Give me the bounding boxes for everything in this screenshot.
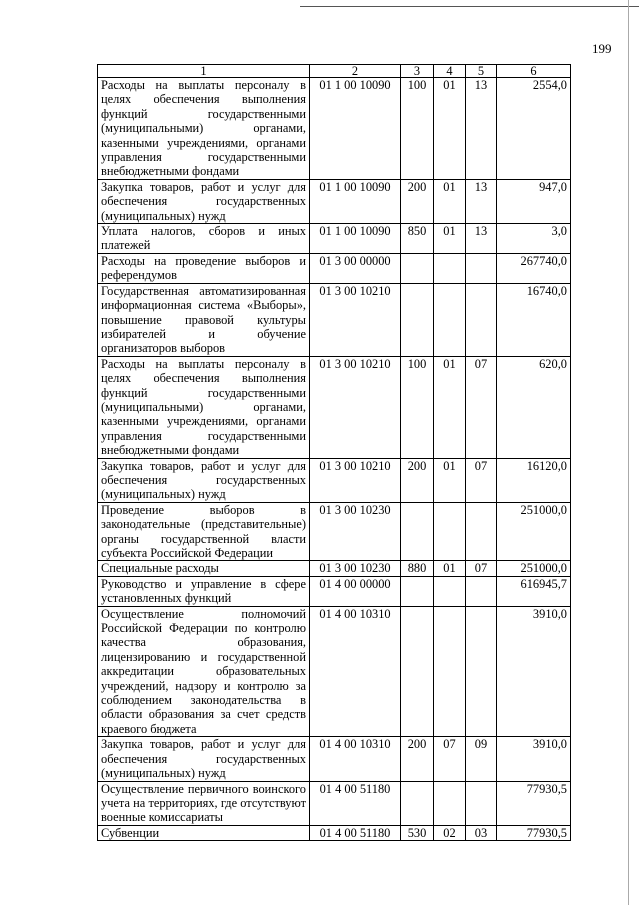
amount-value: 251000,0 (497, 502, 571, 561)
table-row (98, 253, 571, 283)
column-header: 5 (466, 65, 497, 78)
subsection-code (466, 253, 497, 283)
subsection-code: 07 (466, 561, 497, 576)
item-name: Уплата налогов, сборов и иных платежей (98, 224, 310, 254)
table-row (98, 283, 571, 356)
target-article-code: 01 3 00 10210 (310, 283, 401, 356)
section-code (434, 253, 466, 283)
item-name: Осуществление первичного воинского учета на территориях, где отсутствуют военные комиссариаты (98, 781, 310, 825)
target-article-code: 01 4 00 51180 (310, 825, 401, 840)
column-header: 1 (98, 65, 310, 78)
item-name: Расходы на проведение выборов и референдумов (98, 253, 310, 283)
target-article-code: 01 3 00 10230 (310, 502, 401, 561)
section-code: 01 (434, 78, 466, 180)
item-name: Субвенции (98, 825, 310, 840)
section-code (434, 781, 466, 825)
target-article-code: 01 3 00 00000 (310, 253, 401, 283)
table-row (98, 781, 571, 825)
amount-value: 16740,0 (497, 283, 571, 356)
section-code: 02 (434, 825, 466, 840)
expense-type-code (401, 781, 434, 825)
table-row (98, 606, 571, 737)
target-article-code: 01 1 00 10090 (310, 179, 401, 223)
subsection-code (466, 283, 497, 356)
top-scan-line (300, 6, 639, 7)
column-header: 3 (401, 65, 434, 78)
expense-type-code (401, 606, 434, 737)
table-row (98, 737, 571, 781)
budget-table (97, 64, 571, 841)
item-name: Проведение выборов в законодательные (представительные) органы государственной власти субъекта Российской Федерации (98, 502, 310, 561)
amount-value: 16120,0 (497, 458, 571, 502)
target-article-code: 01 3 00 10230 (310, 561, 401, 576)
section-code: 07 (434, 737, 466, 781)
target-article-code: 01 4 00 00000 (310, 576, 401, 606)
header-row (98, 65, 571, 78)
target-article-code: 01 4 00 10310 (310, 737, 401, 781)
table-row (98, 502, 571, 561)
expense-type-code: 200 (401, 737, 434, 781)
table-row (98, 458, 571, 502)
item-name: Руководство и управление в сфере установленных функций (98, 576, 310, 606)
section-code: 01 (434, 224, 466, 254)
amount-value: 3910,0 (497, 606, 571, 737)
subsection-code: 13 (466, 179, 497, 223)
section-code (434, 606, 466, 737)
amount-value: 3910,0 (497, 737, 571, 781)
item-name: Расходы на выплаты персоналу в целях обеспечения выполнения функций государственными (муниципальными) органами, казенными учреждениями, органами управления государственными внебюджетными фондами (98, 78, 310, 180)
subsection-code (466, 576, 497, 606)
section-code: 01 (434, 356, 466, 458)
target-article-code: 01 4 00 10310 (310, 606, 401, 737)
section-code (434, 502, 466, 561)
table-row (98, 576, 571, 606)
column-header: 6 (497, 65, 571, 78)
expense-type-code (401, 576, 434, 606)
budget-table-body (98, 65, 571, 841)
expense-type-code (401, 283, 434, 356)
expense-type-code: 530 (401, 825, 434, 840)
subsection-code: 13 (466, 78, 497, 180)
subsection-code (466, 781, 497, 825)
target-article-code: 01 3 00 10210 (310, 356, 401, 458)
target-article-code: 01 1 00 10090 (310, 224, 401, 254)
amount-value: 77930,5 (497, 825, 571, 840)
item-name: Расходы на выплаты персоналу в целях обеспечения выполнения функций государственными (муниципальными) органами, казенными учреждениями, органами управления государственными внебюджетными фондами (98, 356, 310, 458)
subsection-code: 07 (466, 356, 497, 458)
item-name: Государственная автоматизированная информационная система «Выборы», повышение правовой культуры избирателей и обучение организаторов выборов (98, 283, 310, 356)
expense-type-code: 200 (401, 458, 434, 502)
table-row (98, 224, 571, 254)
subsection-code: 09 (466, 737, 497, 781)
target-article-code: 01 3 00 10210 (310, 458, 401, 502)
table-row (98, 78, 571, 180)
column-header: 4 (434, 65, 466, 78)
amount-value: 77930,5 (497, 781, 571, 825)
amount-value: 251000,0 (497, 561, 571, 576)
section-code (434, 576, 466, 606)
expense-type-code: 200 (401, 179, 434, 223)
amount-value: 3,0 (497, 224, 571, 254)
expense-type-code: 100 (401, 356, 434, 458)
amount-value: 2554,0 (497, 78, 571, 180)
subsection-code: 03 (466, 825, 497, 840)
amount-value: 616945,7 (497, 576, 571, 606)
section-code: 01 (434, 561, 466, 576)
expense-type-code (401, 502, 434, 561)
item-name: Закупка товаров, работ и услуг для обеспечения государственных (муниципальных) нужд (98, 179, 310, 223)
amount-value: 947,0 (497, 179, 571, 223)
subsection-code: 13 (466, 224, 497, 254)
item-name: Закупка товаров, работ и услуг для обеспечения государственных (муниципальных) нужд (98, 458, 310, 502)
table-row (98, 561, 571, 576)
amount-value: 620,0 (497, 356, 571, 458)
table-row (98, 356, 571, 458)
expense-type-code: 100 (401, 78, 434, 180)
expense-type-code: 850 (401, 224, 434, 254)
target-article-code: 01 1 00 10090 (310, 78, 401, 180)
page-number: 199 (592, 41, 612, 56)
amount-value: 267740,0 (497, 253, 571, 283)
column-header: 2 (310, 65, 401, 78)
expense-type-code: 880 (401, 561, 434, 576)
table-row (98, 179, 571, 223)
right-scan-edge (628, 0, 629, 905)
item-name: Закупка товаров, работ и услуг для обеспечения государственных (муниципальных) нужд (98, 737, 310, 781)
item-name: Специальные расходы (98, 561, 310, 576)
section-code: 01 (434, 179, 466, 223)
subsection-code (466, 606, 497, 737)
expense-type-code (401, 253, 434, 283)
table-row (98, 825, 571, 840)
item-name: Осуществление полномочий Российской Федерации по контролю качества образования, лицензированию и государственной аккредитации образовательных учреждений, надзору и контролю за соблюдением законодательства в области образования за счет средств краевого бюджета (98, 606, 310, 737)
subsection-code: 07 (466, 458, 497, 502)
section-code (434, 283, 466, 356)
section-code: 01 (434, 458, 466, 502)
subsection-code (466, 502, 497, 561)
target-article-code: 01 4 00 51180 (310, 781, 401, 825)
